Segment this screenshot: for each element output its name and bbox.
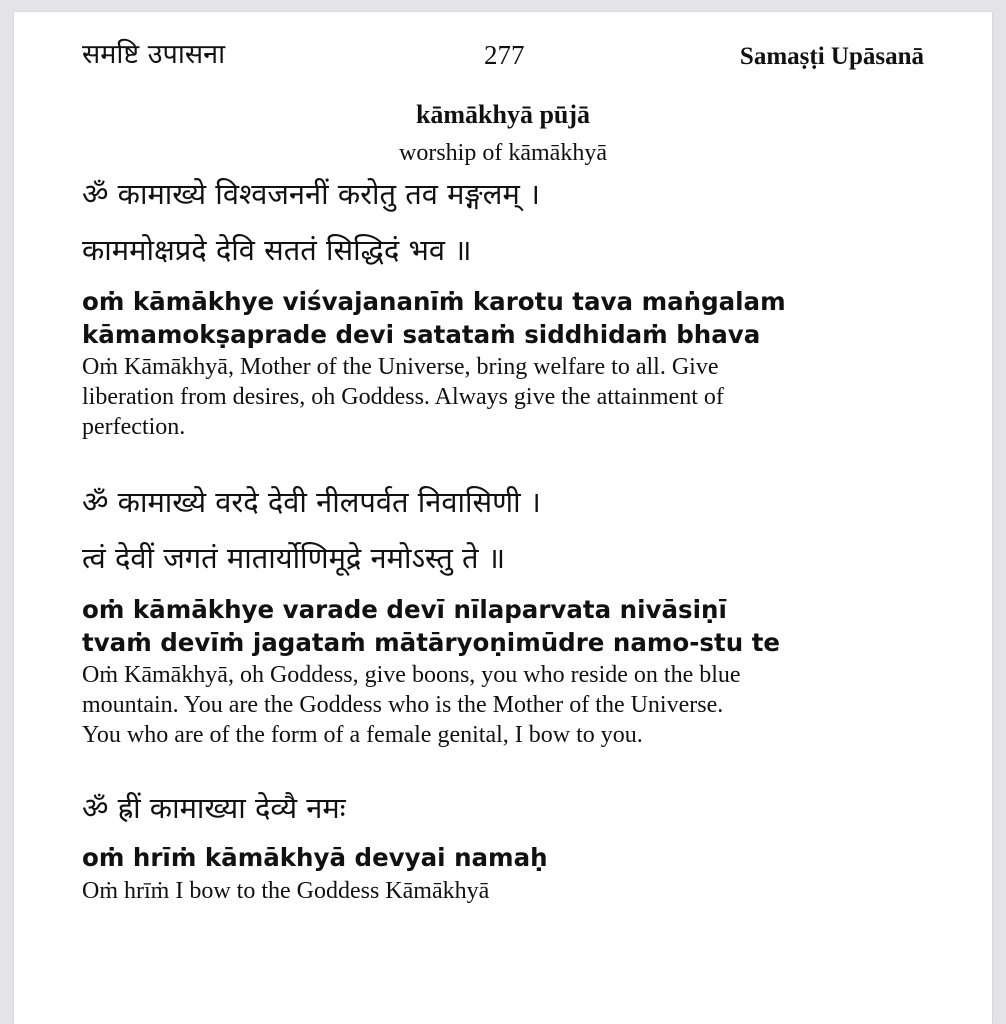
verse-3-devanagari-line-1: ॐ ह्रीं कामाख्या देव्यै नमः	[82, 791, 346, 825]
verse-2-transliteration-line-1: oṁ kāmākhye varade devī nīlaparvata nivāsiṇī	[82, 595, 727, 624]
verse-2-translation-line-3: You who are of the form of a female genital, I bow to you.	[82, 722, 643, 748]
running-header-devanagari: समष्टि उपासना	[82, 39, 226, 70]
verse-2-devanagari-line-1: ॐ कामाख्ये वरदे देवी नीलपर्वत निवासिणी ।	[82, 485, 541, 519]
book-page	[14, 12, 992, 1024]
page-number: 277	[484, 40, 525, 70]
verse-2-translation	[82, 660, 942, 750]
running-header-transliterated: Samaṣṭi Upāsanā	[739, 43, 924, 70]
verse-3-transliteration-line-1: oṁ hrīṁ kāmākhyā devyai namaḥ	[82, 843, 548, 872]
verse-2-translation-line-1: Oṁ Kāmākhyā, oh Goddess, give boons, you who reside on the blue	[82, 662, 741, 688]
verse-1-devanagari-line-2: काममोक्षप्रदे देवि सततं सिद्धिदं भव ॥	[82, 233, 472, 267]
verse-3-translation-line-1: Oṁ hrīṁ I bow to the Goddess Kāmākhyā	[82, 878, 490, 904]
verse-1-translation-line-3: perfection.	[82, 414, 186, 440]
verse-2-translation-line-2: mountain. You are the Goddess who is the Mother of the Universe.	[82, 692, 724, 718]
verse-3-translation	[82, 876, 942, 906]
verse-1-transliteration-line-1: oṁ kāmākhye viśvajananīṁ karotu tava maṅgalam	[82, 287, 786, 316]
section-subtitle: worship of kāmākhyā	[399, 140, 607, 166]
verse-1-translation	[82, 352, 942, 442]
verse-2-devanagari-line-2: त्वं देवीं जगतं मातार्योणिमूद्रे नमोऽस्तु ते ॥	[82, 541, 506, 575]
verse-1-transliteration-line-2: kāmamokṣaprade devi satataṁ siddhidaṁ bhava	[82, 320, 761, 349]
section-title: kāmākhyā pūjā	[415, 100, 591, 129]
verse-2-transliteration-line-2: tvaṁ devīṁ jagataṁ mātāryoṇimūdre namo-stu te	[82, 628, 781, 657]
verse-1-translation-line-2: liberation from desires, oh Goddess. Always give the attainment of	[82, 384, 724, 410]
verse-1-devanagari-line-1: ॐ कामाख्ये विश्वजननीं करोतु तव मङ्गलम् ।	[82, 177, 541, 211]
verse-1-translation-line-1: Oṁ Kāmākhyā, Mother of the Universe, bring welfare to all. Give	[82, 354, 719, 380]
